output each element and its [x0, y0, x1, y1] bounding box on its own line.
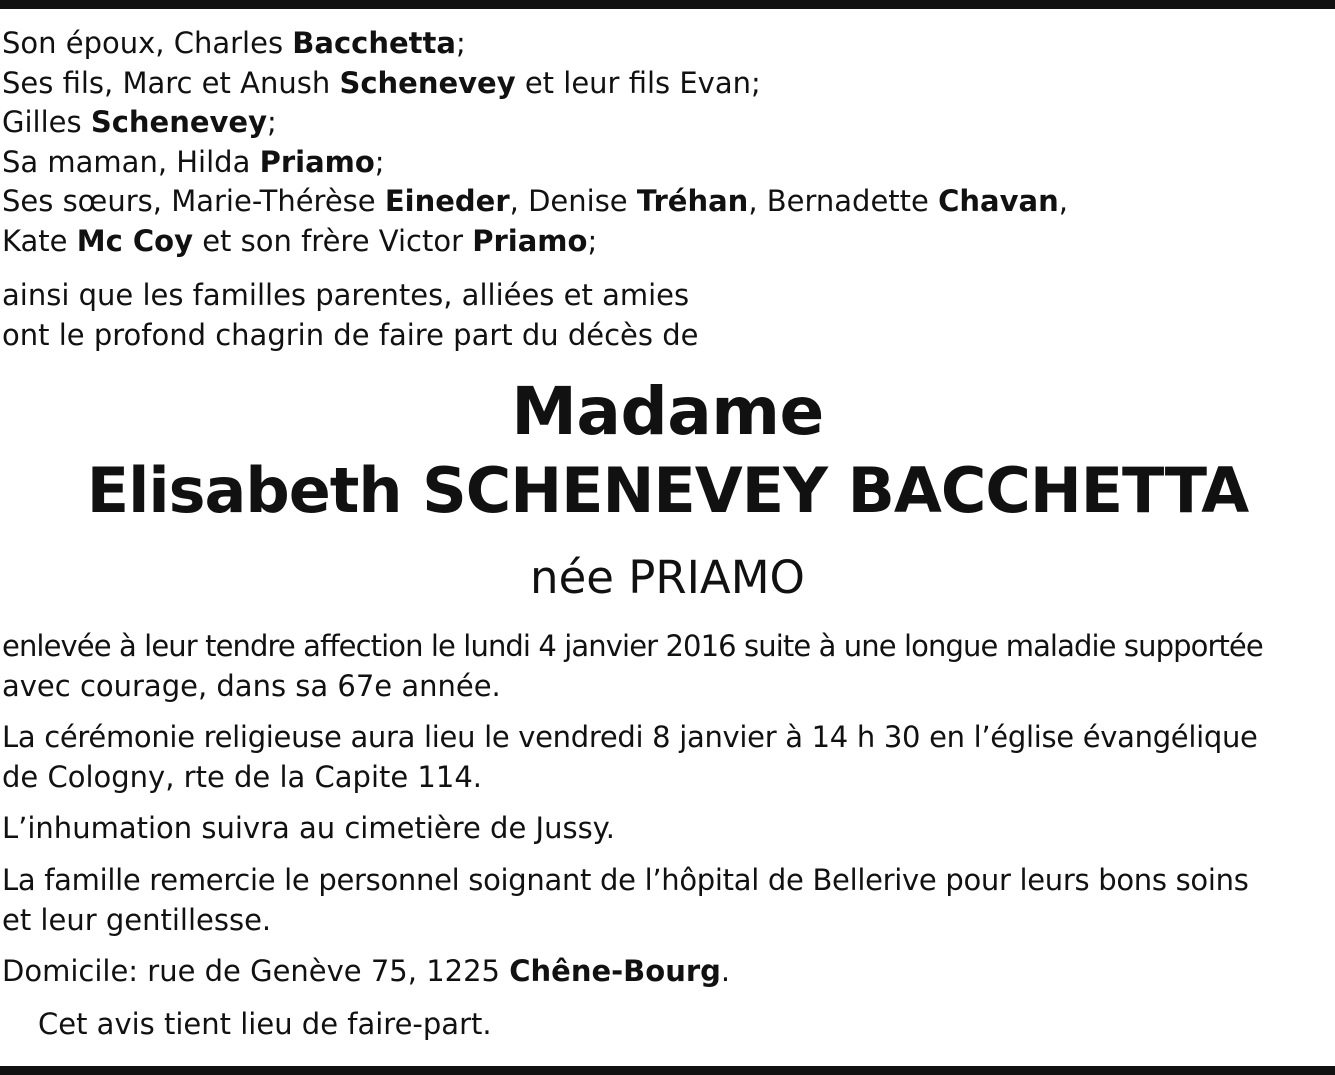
deceased-maiden-name: née PRIAMO: [530, 551, 805, 604]
surname: Eineder: [384, 184, 510, 218]
surname: Tréhan: [636, 184, 749, 218]
surname: Mc Coy: [76, 223, 193, 258]
family-list: [2, 24, 1068, 261]
death-paragraph: enlevée à leur tendre affection le lundi 4 janvier 2016 suite à une longue maladie supportée avec courage, dans sa 67e année.: [2, 629, 1263, 703]
notice-text: Cet avis tient lieu de faire-part.: [38, 1007, 492, 1041]
address-paragraph: Domicile: rue de Genève 75, 1225 Chêne-Bourg.: [2, 954, 731, 988]
family-spouse: Son époux, Charles Bacchetta;: [2, 26, 466, 60]
surname: Priamo: [259, 144, 375, 179]
intro-text: [2, 276, 698, 355]
deceased-title: Madame: [511, 373, 824, 450]
surname: Chavan: [938, 184, 1059, 218]
deceased-name: Elisabeth SCHENEVEY BACCHETTA: [86, 454, 1249, 527]
family-sons: Ses fils, Marc et Anush Schenevey et leur fils Evan;: [2, 65, 761, 100]
surname: Schenevey: [339, 65, 516, 100]
family-kate-victor: Kate Mc Coy et son frère Victor Priamo;: [2, 223, 598, 258]
family-sisters: Ses sœurs, Marie-Thérèse Eineder, Denise Tréhan, Bernadette Chavan,: [2, 184, 1068, 218]
family-gilles: Gilles Schenevey;: [2, 105, 277, 139]
family-mother: Sa maman, Hilda Priamo;: [2, 144, 385, 179]
burial-paragraph: L’inhumation suivra au cimetière de Jussy.: [2, 811, 615, 845]
bottom-rule: [0, 1066, 1335, 1075]
top-rule: [0, 0, 1335, 9]
ceremony-paragraph: La cérémonie religieuse aura lieu le vendredi 8 janvier à 14 h 30 en l’église évangélique de Cologny, rte de la Capite 114.: [2, 720, 1258, 794]
surname: Bacchetta: [292, 26, 456, 60]
surname: Priamo: [472, 223, 588, 258]
intro-line: ont le profond chagrin de faire part du décès de: [2, 317, 699, 352]
surname: Schenevey: [90, 105, 267, 139]
address-town: Chêne-Bourg: [509, 954, 721, 988]
intro-line: ainsi que les familles parentes, alliées et amies: [2, 278, 690, 312]
thanks-paragraph: La famille remercie le personnel soignant de l’hôpital de Bellerive pour leurs bons soins et leur gentillesse.: [2, 863, 1249, 937]
